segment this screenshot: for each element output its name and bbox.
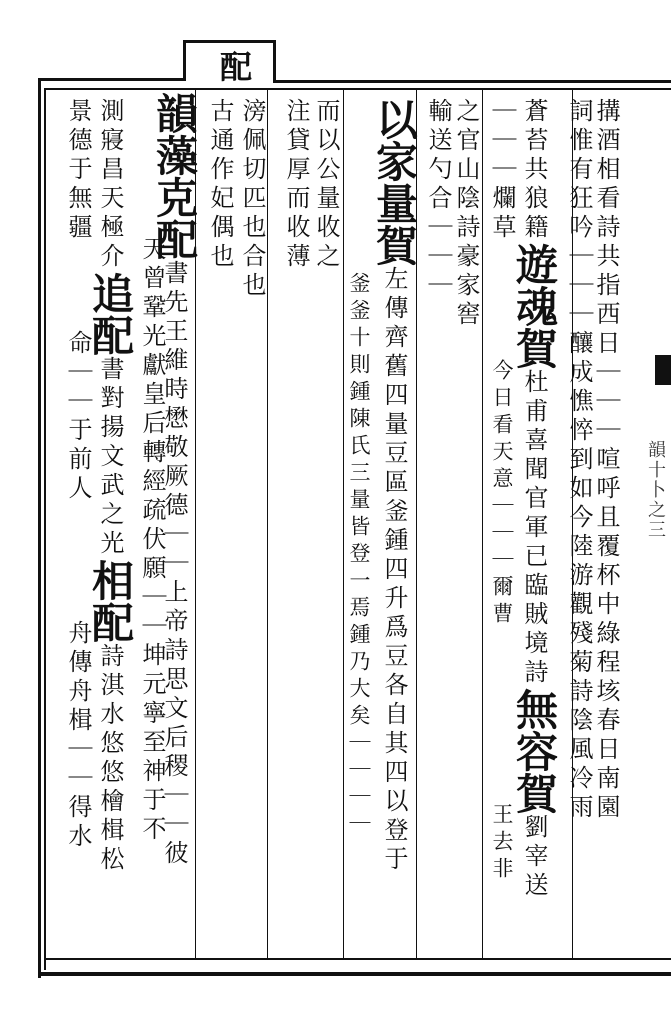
text-column bbox=[592, 98, 620, 823]
column-text: ｜｜｜爛草 bbox=[488, 98, 516, 243]
text-column bbox=[238, 98, 266, 301]
entry-heading-char: 賀 bbox=[510, 327, 559, 369]
entry-heading-char: 藻 bbox=[150, 134, 199, 176]
column-text: 詩淇水悠悠檜楫松 bbox=[96, 643, 124, 875]
entry-heading-char: 賀 bbox=[510, 772, 559, 814]
column-text: 蒼苔共狼籍 bbox=[520, 98, 548, 243]
column-text bbox=[345, 98, 373, 272]
entry-heading-char: 配 bbox=[86, 601, 135, 643]
column-text: 劉宰送 bbox=[520, 814, 548, 901]
text-column bbox=[64, 98, 92, 852]
frame-tab-right bbox=[273, 40, 276, 82]
entry-heading-char: 魂 bbox=[510, 285, 559, 327]
head-word: 配 bbox=[215, 50, 253, 82]
column-text: 今日看天意｜｜｜爾曹 bbox=[490, 359, 514, 629]
column-text: 書先王維時懋敬厥德｜｜上帝詩思文后稷｜｜彼 bbox=[160, 260, 188, 869]
margin-fish-tail bbox=[655, 355, 671, 385]
frame-top-left bbox=[38, 78, 186, 81]
column-text: 輸送勺合｜｜｜ bbox=[424, 98, 452, 301]
frame-inner-top bbox=[44, 88, 671, 90]
column-text: 之官山陰詩豪家窖 bbox=[452, 98, 480, 330]
column-text: 古通作妃偶也 bbox=[206, 98, 234, 272]
column-text: 杜甫喜聞官軍已臨賊境詩 bbox=[520, 369, 548, 688]
column-text bbox=[64, 243, 92, 330]
column-text: 景德于無疆 bbox=[64, 98, 92, 243]
entry-heading-char: 追 bbox=[86, 272, 135, 314]
column-divider bbox=[482, 90, 483, 958]
column-text: 而以公量收之 bbox=[312, 98, 340, 272]
frame-tab-left bbox=[183, 40, 186, 80]
column-text: 天曾鞏光獻皇后轉經疏伏願｜｜坤元寧至神于不 bbox=[138, 236, 166, 845]
entry-heading-char: 韻 bbox=[150, 92, 199, 134]
frame-left-outer bbox=[38, 78, 41, 978]
text-column bbox=[452, 98, 480, 330]
column-text bbox=[488, 629, 516, 803]
frame-tab-top bbox=[183, 40, 276, 43]
text-column bbox=[510, 98, 559, 901]
column-text: 測寢昌天極介 bbox=[96, 98, 124, 272]
margin-label: 韻十卜之三 bbox=[645, 440, 666, 540]
column-text: 釜釜十則鍾陳氏三量皆登一焉鍾乃大矣｜｜｜｜ bbox=[347, 272, 371, 839]
entry-heading-char: 相 bbox=[86, 559, 135, 601]
text-column bbox=[488, 98, 516, 884]
column-text bbox=[64, 504, 92, 620]
entry-heading-char: 無 bbox=[510, 688, 559, 730]
text-column bbox=[282, 98, 310, 272]
entry-heading-char: 家 bbox=[370, 140, 419, 182]
column-divider bbox=[267, 90, 268, 958]
text-column bbox=[206, 98, 234, 272]
column-text: 書對揚文武之光 bbox=[96, 356, 124, 559]
frame-bottom-inner bbox=[44, 958, 671, 960]
text-column bbox=[345, 98, 373, 839]
column-text: 滂佩切匹也合也 bbox=[238, 98, 266, 301]
column-text: 舟傳舟楫｜｜得水 bbox=[64, 620, 92, 852]
text-column bbox=[138, 236, 166, 845]
column-text: 詞惟有狂吟｜｜｜釀成憔悴到如今陸游觀殘菊詩陰風冷雨 bbox=[565, 98, 593, 823]
column-text: 命｜｜于前人 bbox=[64, 330, 92, 504]
entry-heading-char: 遊 bbox=[510, 243, 559, 285]
text-column bbox=[370, 98, 419, 875]
text-column bbox=[312, 98, 340, 272]
entry-heading-char: 容 bbox=[510, 730, 559, 772]
text-column bbox=[86, 98, 135, 875]
entry-heading-char: 克 bbox=[150, 176, 199, 218]
frame-top-right bbox=[273, 80, 671, 83]
frame-left-inner bbox=[44, 88, 46, 970]
entry-heading-char: 賀 bbox=[370, 224, 419, 266]
entry-heading-char: 以 bbox=[370, 98, 419, 140]
column-text bbox=[488, 243, 516, 359]
frame-bottom-outer bbox=[38, 972, 671, 976]
text-column bbox=[565, 98, 593, 823]
column-text: 搆酒相看詩共指西日｜｜｜喧呼且覆杯中綠程垓春日南園 bbox=[592, 98, 620, 823]
entry-heading-char: 量 bbox=[370, 182, 419, 224]
column-text: 注貸厚而收薄 bbox=[282, 98, 310, 272]
column-divider bbox=[343, 90, 344, 958]
column-text: 王去非 bbox=[490, 803, 514, 884]
text-column bbox=[424, 98, 452, 301]
entry-heading-char: 配 bbox=[86, 314, 135, 356]
entry-heading-char: 配 bbox=[150, 218, 199, 260]
column-text: 左傳齊舊四量豆區釜鍾四升爲豆各自其四以登于 bbox=[380, 266, 408, 875]
